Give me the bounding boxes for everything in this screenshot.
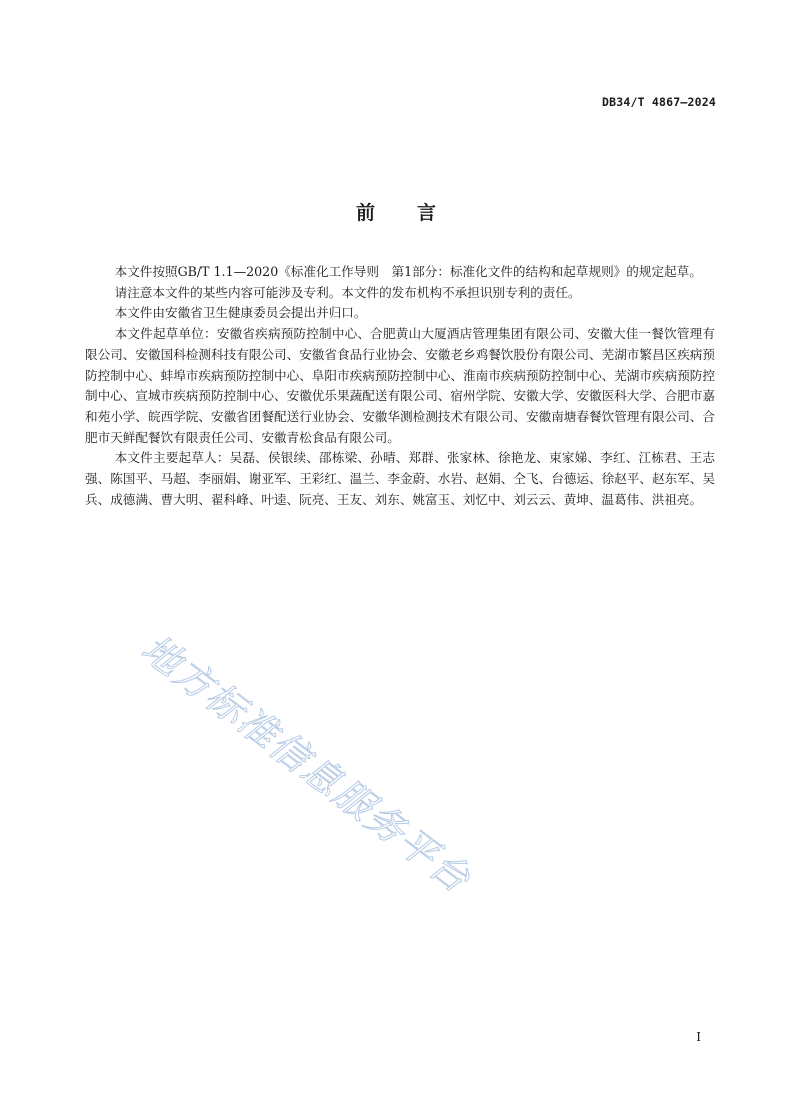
watermark — [133, 626, 548, 1070]
foreword-body — [85, 262, 715, 510]
paragraph-drafting-units: 本文件起草单位：安徽省疾病预防控制中心、合肥黄山大厦酒店管理集团有限公司、安徽大佳一餐饮管理有限公司、安徽国科检测科技有限公司、安徽省食品行业协会、安徽老乡鸡餐饮股份有限公司、芜湖市繁昌区疾病预防控制中心、蚌埠市疾病预防控制中心、阜阳市疾病预防控制中心、淮南市疾病预防控制中心、芜湖市疾病预防控制中心、宣城市疾病预防控制中心、安徽优乐果蔬配送有限公司、宿州学院、安徽大学、安徽医科大学、合肥市嘉和苑小学、皖西学院、安徽省团餐配送行业协会、安徽华测检测技术有限公司、安徽南塘春餐饮管理有限公司、合肥市天鲜配餐饮有限责任公司、安徽青松食品有限公司。 — [85, 326, 715, 445]
page-title: 前言 — [355, 202, 478, 224]
document-code: DB34/T 4867—2024 — [602, 95, 716, 109]
paragraph-proposer: 本文件由安徽省卫生健康委员会提出并归口。 — [114, 305, 367, 321]
watermark-text: 地方标准信息服务平台 — [133, 626, 480, 902]
page-number: I — [696, 1030, 701, 1044]
paragraph-drafters: 本文件主要起草人：吴磊、侯银续、邵栋梁、孙晴、郑群、张家林、徐艳龙、束家娣、李红、江栋君、王志强、陈国平、马超、李丽娟、谢亚军、王彩红、温兰、李金蔚、水岩、赵娟、仝飞、台德运、徐赵平、赵东军、吴兵、成德满、曹大明、翟科峰、叶逵、阮亮、王友、刘东、姚富玉、刘忆中、刘云云、黄坤、温葛伟、洪祖亮。 — [85, 450, 715, 507]
paragraph-drafting-rules: 本文件按照GB/T 1.1—2020《标准化工作导则 第1部分：标准化文件的结构和起草规则》的规定起草。 — [114, 264, 702, 279]
paragraph-patent-notice: 请注意本文件的某些内容可能涉及专利。本文件的发布机构不承担识别专利的责任。 — [114, 284, 581, 300]
